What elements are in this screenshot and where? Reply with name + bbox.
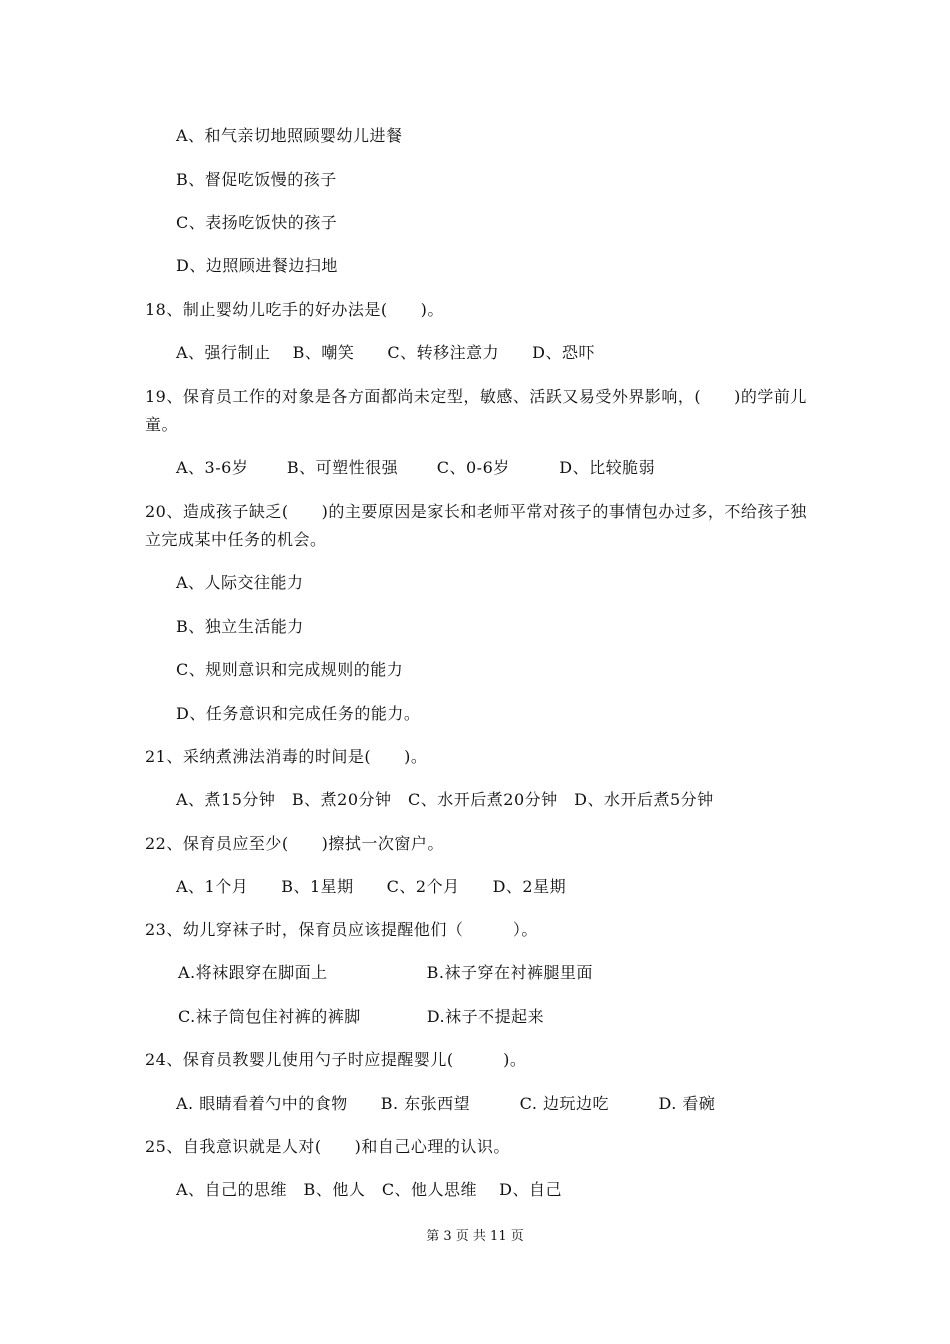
q20-option-b: B、独立生活能力 [176,617,304,636]
q18-stem: 18、制止婴幼儿吃手的好办法是( )。 [145,300,444,319]
q23-stem: 23、幼儿穿袜子时，保育员应该提醒他们（ ）。 [145,920,538,939]
q18-options: A、强行制止 B、嘲笑 C、转移注意力 D、恐吓 [176,343,595,362]
q20-stem-line2: 立完成某中任务的机会。 [145,530,327,549]
q19-stem-line1: 19、保育员工作的对象是各方面都尚未定型，敏感、活跃又易受外界影响，( )的学前儿 [145,387,807,406]
q23-options-row2: C.袜子筒包住衬裤的裤脚 D.袜子不提起来 [178,1007,545,1026]
q17-option-b: B、督促吃饭慢的孩子 [176,170,337,189]
q20-stem-line1: 20、造成孩子缺乏( )的主要原因是家长和老师平常对孩子的事情包办过多，不给孩子独 [145,502,807,521]
q17-option-c: C、表扬吃饭快的孩子 [176,213,338,232]
q21-stem: 21、采纳煮沸法消毒的时间是( )。 [145,747,428,766]
page-footer: 第 3 页 共 11 页 [426,1229,524,1244]
q20-option-a: A、人际交往能力 [176,573,304,592]
q19-options: A、3-6岁 B、可塑性很强 C、0-6岁 D、比较脆弱 [176,458,656,477]
q25-options: A、自己的思维 B、他人 C、他人思维 D、自己 [176,1180,562,1199]
q23-options-row1: A.将袜跟穿在脚面上 B.袜子穿在衬裤腿里面 [178,963,593,982]
q20-option-d: D、任务意识和完成任务的能力。 [176,704,421,723]
q17-option-d: D、边照顾进餐边扫地 [176,256,338,275]
q25-stem: 25、自我意识就是人对( )和自己心理的认识。 [145,1137,510,1156]
q17-option-a: A、和气亲切地照顾婴幼儿进餐 [176,126,403,145]
q19-stem-line2: 童。 [145,415,179,434]
q20-option-c: C、规则意识和完成规则的能力 [176,660,404,679]
q24-options: A. 眼睛看着勺中的食物 B. 东张西望 C. 边玩边吃 D. 看碗 [176,1094,716,1113]
q22-stem: 22、保育员应至少( )擦拭一次窗户。 [145,834,444,853]
q22-options: A、1个月 B、1星期 C、2个月 D、2星期 [176,877,567,896]
q21-options: A、煮15分钟 B、煮20分钟 C、水开后煮20分钟 D、水开后煮5分钟 [176,790,714,809]
q24-stem: 24、保育员教婴儿使用勺子时应提醒婴儿( )。 [145,1050,527,1069]
